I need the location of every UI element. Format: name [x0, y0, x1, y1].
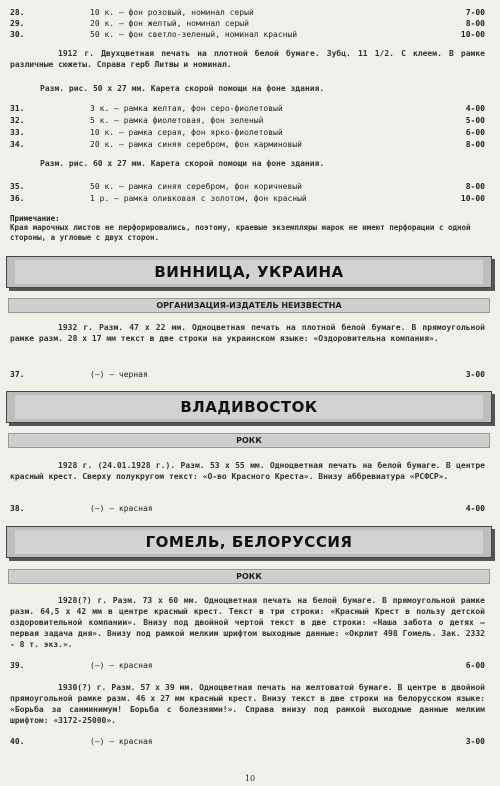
item-description: 20 к. – фон желтый, номинал серый	[90, 19, 249, 28]
issue-description: 1912 г. Двухцветная печать на плотной белой бумаге. Зубц. 11 1/2. С клеем. В рамке различные сюжеты. Справа герб Литвы и номинал.	[10, 49, 485, 69]
section-banner	[6, 391, 492, 423]
item-price: 4-00	[465, 104, 485, 113]
item-number: 31.	[10, 104, 25, 113]
catalog-row	[10, 737, 485, 747]
item-number: 37.	[10, 370, 25, 379]
item-description: 20 к. – рамка синяя серебром, фон карминовый	[90, 140, 302, 149]
item-number: 39.	[10, 661, 25, 670]
item-price: 8-00	[465, 140, 485, 149]
item-price: 8-00	[465, 19, 485, 28]
catalog-row	[10, 140, 485, 150]
catalog-row	[10, 194, 485, 204]
catalog-row	[10, 104, 485, 114]
item-price: 6-00	[465, 128, 485, 137]
issue-subheading: Разм. рис. 50 х 27 мм. Карета скорой помощи на фоне здания.	[40, 84, 325, 93]
item-description: 3 к. – рамка желтая, фон серо-фиолетовый	[90, 104, 283, 113]
item-number: 28.	[10, 8, 25, 17]
section-title: ГОМЕЛЬ, БЕЛОРУССИЯ	[15, 530, 483, 554]
item-number: 33.	[10, 128, 25, 137]
item-price: 10-00	[460, 30, 485, 39]
item-price: 8-00	[465, 182, 485, 191]
item-number: 40.	[10, 737, 25, 746]
issue-description: 1928(?) г. Разм. 73 х 60 мм. Одноцветная печать на белой бумаге. В прямоугольной рамке разм. 64,5 х 42 мм в центре красный крест. Текст в три строки: «Красный Крест в пользу детской оздоровительной компании». Внизу под двойной чертой текст в две строки: «Наша забота о детях – первая задача дня». Внизу под рамкой мелким шрифтом выходные данные: «Окрлит 498 Гомель. Зак. 2332 - 8 т. экз.».	[10, 596, 485, 649]
item-description: 5 к. – рамка фиолетовая, фон зеленый	[90, 116, 264, 125]
catalog-row	[10, 116, 485, 126]
item-description: 50 к. – фон светло-зеленый, номинал красный	[90, 30, 298, 39]
catalog-row	[10, 19, 485, 29]
page-number: 10	[244, 774, 256, 783]
item-number: 32.	[10, 116, 25, 125]
catalog-row	[10, 30, 485, 40]
item-number: 38.	[10, 504, 25, 513]
note-label: Примечание:	[10, 214, 60, 223]
item-description: 50 к. – рамка синяя серебром, фон коричневый	[90, 182, 302, 191]
catalog-row	[10, 182, 485, 192]
item-price: 7-00	[465, 8, 485, 17]
item-number: 30.	[10, 30, 25, 39]
item-number: 34.	[10, 140, 25, 149]
item-number: 36.	[10, 194, 25, 203]
issue-description: 1932 г. Разм. 47 х 22 мм. Одноцветная печать на плотной белой бумаге. В прямоугольной рамке разм. 28 х 17 мм текст в две строки на украинском языке: «Оздоровительна компания».	[10, 323, 485, 343]
catalog-row	[10, 370, 485, 380]
publisher-bar: ОРГАНИЗАЦИЯ-ИЗДАТЕЛЬ НЕИЗВЕСТНА	[8, 298, 490, 313]
item-price: 3-00	[465, 370, 485, 379]
section-title: ВИННИЦА, УКРАИНА	[15, 260, 483, 284]
item-description: (–) – красная	[90, 737, 153, 746]
item-price: 10-00	[460, 194, 485, 203]
section-banner	[6, 526, 492, 558]
catalog-row	[10, 661, 485, 671]
issue-description: 1928 г. (24.01.1928 г.). Разм. 53 х 55 мм. Одноцветная печать на белой бумаге. В центре красный крест. Сверху полукругом текст: «О-во Красного Креста». Внизу аббревиатура «РСФСР».	[10, 461, 485, 481]
issue-description: 1930(?) г. Разм. 57 х 39 мм. Одноцветная печать на желтоватой бумаге. В центре в двойной прямоугольной рамке разм. 46 х 27 мм красный крест. Внизу текст в две строки на белорусском языке: «Борьба за санминимум! Борьба с болезнями!». Справа внизу под рамкой выходные данные мелким шрифтом: «3172-25000».	[10, 683, 485, 725]
item-description: 1 р. – рамка оливковая с золотом, фон красный	[90, 194, 307, 203]
item-description: (–) – красная	[90, 504, 153, 513]
item-price: 6-00	[465, 661, 485, 670]
item-number: 29.	[10, 19, 25, 28]
catalog-row	[10, 504, 485, 514]
item-description: (–) – красная	[90, 661, 153, 670]
item-price: 3-00	[465, 737, 485, 746]
catalog-row	[10, 128, 485, 138]
publisher-bar: РОКК	[8, 569, 490, 584]
note-text: Края марочных листов не перфорировались, поэтому, краевые экземпляры марок не имеют перфорации с одной стороны, а угловые с двух сторон.	[10, 223, 471, 242]
item-description: 10 к. – рамка серая, фон ярко-фиолетовый	[90, 128, 283, 137]
item-description: (–) – черная	[90, 370, 148, 379]
catalog-row	[10, 8, 485, 18]
issue-subheading: Разм. рис. 60 х 27 мм. Карета скорой помощи на фоне здания.	[40, 159, 325, 168]
section-banner	[6, 256, 492, 288]
item-price: 4-00	[465, 504, 485, 513]
item-description: 10 к. – фон розовый, номинал серый	[90, 8, 254, 17]
item-number: 35.	[10, 182, 25, 191]
section-title: ВЛАДИВОСТОК	[15, 395, 483, 419]
item-price: 5-00	[465, 116, 485, 125]
publisher-bar: РОКК	[8, 433, 490, 448]
